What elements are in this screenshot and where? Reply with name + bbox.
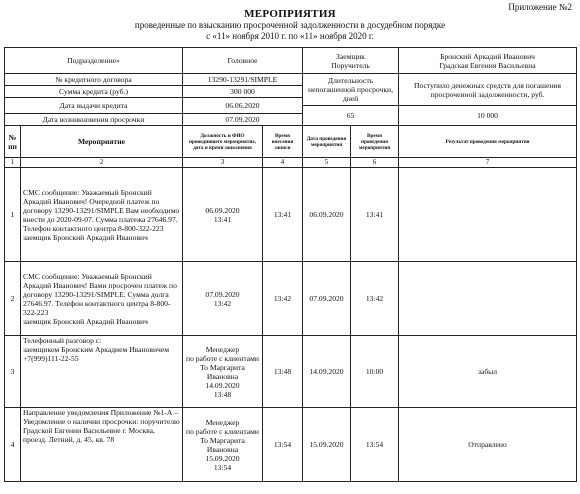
col-number: 4 — [263, 158, 303, 168]
event-description: Направление уведомления Приложение №1-А – Уведомление о наличии просрочки: поручителю Градской Евгении Васильевне г. Москва, проезд. Летний, д. 45, кв. 78 — [21, 408, 183, 482]
row-number: 4 — [5, 408, 21, 482]
division-label: Подразделение» — [5, 48, 183, 74]
col-number: 7 — [399, 158, 577, 168]
col-number: 2 — [21, 158, 183, 168]
responsible-cell: 07.09.2020 13:42 — [183, 262, 263, 336]
table-row — [5, 168, 577, 262]
row-number: 1 — [5, 168, 21, 262]
entry-time-cell: 13:48 — [263, 336, 303, 408]
col-number: 5 — [303, 158, 351, 168]
entry-time-cell: 13:41 — [263, 168, 303, 262]
col-number: 6 — [351, 158, 399, 168]
borrower-names: Бронский Аркадий Иванович Градская Евгения Васильевна — [399, 48, 577, 74]
subtitle-line-2: с «11» ноября 2010 г. по «11» ноября 2020 г. — [206, 31, 374, 41]
col-event-date-header: Дата проведения мероприятия — [303, 126, 351, 158]
responsible-cell: Менеджер по работе с клиентами То Маргарита Ивановна 14.09.2020 13:48 — [183, 336, 263, 408]
result-cell — [399, 262, 577, 336]
contract-label: № кредитного договора — [5, 74, 183, 86]
duration-label: Длительность непогашенной просрочки, дней — [303, 74, 399, 106]
issue-value: 06.06.2020 — [183, 98, 303, 114]
division-value: Головное — [183, 48, 303, 74]
result-cell: Отправлено — [399, 408, 577, 482]
entry-time-cell: 13:54 — [263, 408, 303, 482]
event-description: СМС сообщение: Уважаемый Бронский Аркадий Иванович! Очередной платеж по договору 13290-13291/SIMPLE Вам необходимо внести до 2020-09-07. Сумма платежа 27646.97. Телефон контактного центра 8-800-322-223 заемщик Бронский Аркадий Иванович — [21, 168, 183, 262]
responsible-cell: Менеджер по работе с клиентами То Маргарита Ивановна 15.09.2020 13:54 — [183, 408, 263, 482]
col-result-header: Результат проведения мероприятия — [399, 126, 577, 158]
amount-value: 300 000 — [183, 86, 303, 98]
table-row — [5, 408, 577, 482]
event-date-cell: 14.09.2020 — [303, 336, 351, 408]
measures-table — [4, 47, 577, 482]
appendix-label: Приложение №2 — [508, 2, 572, 12]
event-description: Телефонный разговор с: заемщиком Бронским Аркадием Ивановичем +7(999)111-22-55 — [21, 336, 183, 408]
contract-value: 13290-13291/SIMPLE — [183, 74, 303, 86]
duration-value: 65 — [303, 106, 399, 126]
entry-time-cell: 13:42 — [263, 262, 303, 336]
event-time-cell: 13:54 — [351, 408, 399, 482]
event-time-cell: 13:42 — [351, 262, 399, 336]
received-label: Поступило денежных средств для погашения просроченной задолженности, руб. — [399, 74, 577, 106]
row-number: 3 — [5, 336, 21, 408]
col-number: 3 — [183, 158, 263, 168]
document-subtitle — [0, 20, 580, 42]
overdue-value: 07.09.2020 — [183, 114, 303, 126]
col-event-time-header: Время проведения мероприятия — [351, 126, 399, 158]
result-cell — [399, 168, 577, 262]
amount-label: Сумма кредита (руб.) — [5, 86, 183, 98]
col-responsible-header: Должность и ФИО проводившего мероприятие, дата и время заполнения — [183, 126, 263, 158]
result-cell: забыл — [399, 336, 577, 408]
overdue-label: Дата возникновения просрочки — [5, 114, 183, 126]
col-entry-time-header: Время внесения записи — [263, 126, 303, 158]
event-description: СМС сообщение: Уважаемый Бронский Аркадий Иванович! Вами просрочен платеж по договору 13290-13291/SIMPLE. Сумма долга 27646.97. Телефон контактного центра 8-800-322-223 заемщик Бронский Аркадий Иванович — [21, 262, 183, 336]
table-row — [5, 336, 577, 408]
col-number: 1 — [5, 158, 21, 168]
event-date-cell: 15.09.2020 — [303, 408, 351, 482]
table-row — [5, 262, 577, 336]
col-num-header: № пп — [5, 126, 21, 158]
event-time-cell: 10:00 — [351, 336, 399, 408]
subtitle-line-1: проведенные по взысканию просроченной задолженности в досудебном порядке — [134, 20, 446, 30]
borrower-header: Заемщик Поручитель — [303, 48, 399, 74]
responsible-cell: 06.09.2020 13:41 — [183, 168, 263, 262]
issue-label: Дата выдачи кредита — [5, 98, 183, 114]
row-number: 2 — [5, 262, 21, 336]
event-date-cell: 07.09.2020 — [303, 262, 351, 336]
event-date-cell: 06.09.2020 — [303, 168, 351, 262]
received-value: 10 000 — [399, 106, 577, 126]
event-time-cell: 13:41 — [351, 168, 399, 262]
document-title: МЕРОПРИЯТИЯ — [244, 8, 336, 20]
col-event-header: Мероприятие — [21, 126, 183, 158]
